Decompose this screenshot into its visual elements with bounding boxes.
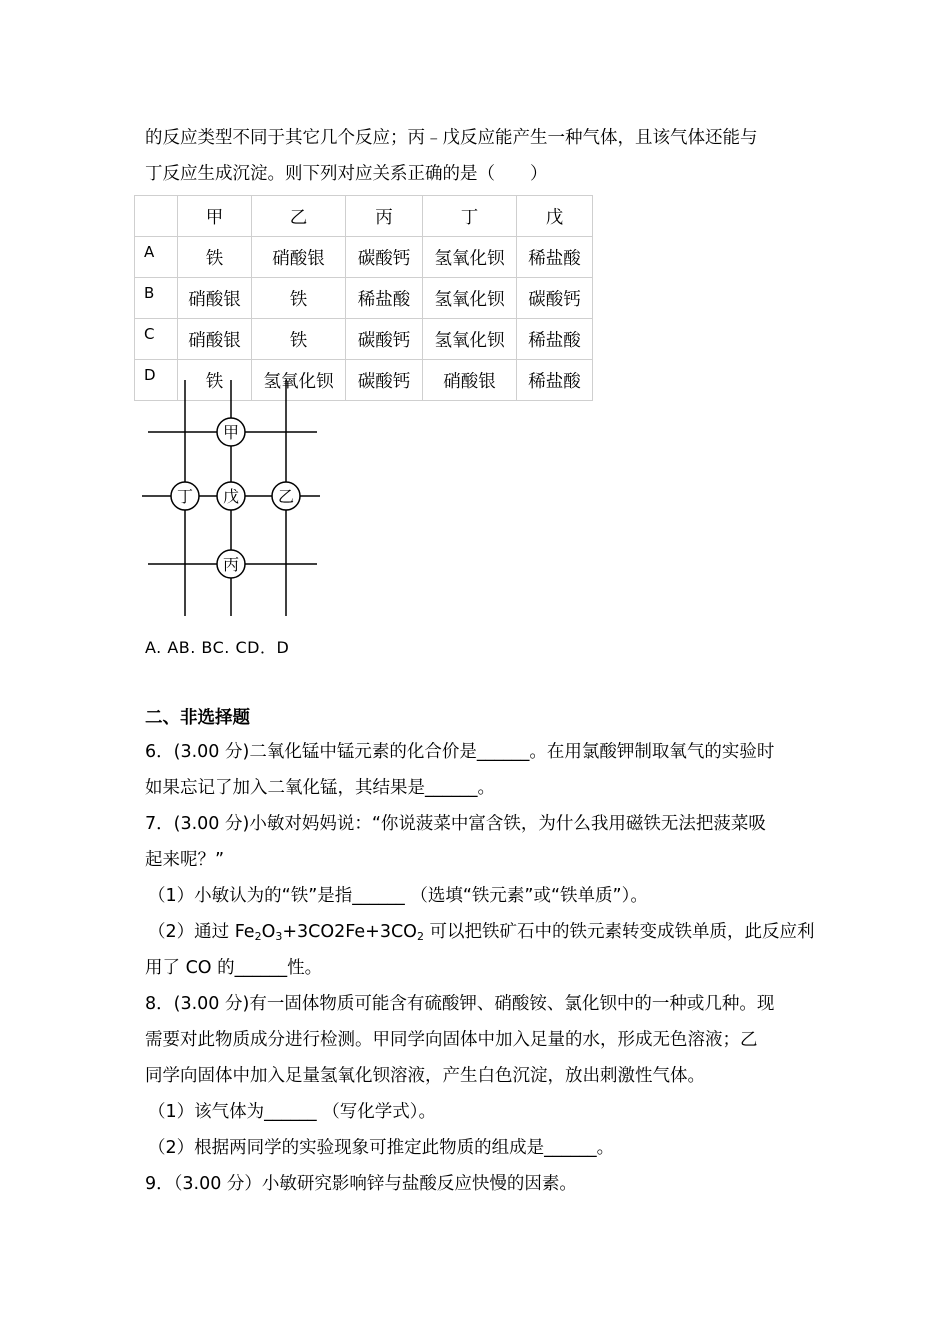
q7-sub-1: （1）小敏认为的“铁”是指______ （选填“铁元素”或“铁单质”）。	[148, 886, 648, 906]
table-header-cell: 甲	[178, 196, 252, 237]
q8-line-3: 同学向固体中加入足量氢氧化钡溶液，产生白色沉淀，放出刺激性气体。	[145, 1066, 705, 1086]
table-cell: 稀盐酸	[346, 278, 423, 319]
table-row	[135, 237, 593, 278]
options-table	[134, 195, 593, 401]
table-header-cell: 丁	[423, 196, 517, 237]
table-cell: 氢氧化钡	[423, 278, 517, 319]
q7-line-1: 7．(3.00 分)小敏对妈妈说：“你说菠菜中富含铁，为什么我用磁铁无法把菠菜吸	[145, 814, 766, 834]
table-cell: 氢氧化钡	[252, 360, 346, 401]
table-cell: 碳酸钙	[346, 237, 423, 278]
node-jia: 甲	[222, 423, 240, 442]
reaction-grid-diagram	[140, 378, 325, 618]
table-header-cell	[135, 196, 178, 237]
table-cell: 稀盐酸	[517, 360, 593, 401]
subscript: 2	[416, 930, 424, 943]
q7-sub2-o: O	[261, 922, 276, 942]
table-cell: 铁	[178, 237, 252, 278]
q8-sub-2: （2）根据两同学的实验现象可推定此物质的组成是______。	[148, 1138, 615, 1158]
table-row	[135, 319, 593, 360]
q7-line-2: 起来呢？”	[145, 850, 225, 870]
table-cell: 铁	[252, 278, 346, 319]
q6-line-1: 6．(3.00 分)二氧化锰中锰元素的化合价是______。在用氯酸钾制取氧气的实验时	[145, 742, 775, 762]
table-cell: 稀盐酸	[517, 319, 593, 360]
table-row	[135, 278, 593, 319]
section-heading: 二、非选择题	[145, 708, 250, 728]
table-cell: 硝酸银	[252, 237, 346, 278]
q7-sub2-suffix: 可以把铁矿石中的铁元素转变成铁单质，此反应利	[423, 922, 815, 942]
table-cell: 碳酸钙	[346, 360, 423, 401]
q8-sub-1: （1）该气体为______ （写化学式）。	[148, 1102, 436, 1122]
table-cell: 碳酸钙	[517, 278, 593, 319]
q6-line-2: 如果忘记了加入二氧化锰，其结果是______。	[145, 778, 495, 798]
node-wu: 戊	[222, 487, 240, 506]
table-cell: 氢氧化钡	[423, 237, 517, 278]
node-yi: 乙	[277, 487, 295, 506]
answer-choices: A. AB. BC. CD．D	[145, 638, 290, 657]
table-header-row	[135, 196, 593, 237]
table-cell: C	[135, 319, 178, 360]
subscript: 2	[254, 930, 262, 943]
table-header-cell: 戊	[517, 196, 593, 237]
q8-line-1: 8．(3.00 分)有一固体物质可能含有硫酸钾、硝酸铵、氯化钡中的一种或几种。现	[145, 994, 775, 1014]
table-cell: D	[135, 360, 178, 401]
q7-sub-2	[148, 920, 815, 949]
q7-sub2-prefix: （2）通过 Fe	[148, 922, 255, 942]
q7-sub-2-line-2: 用了 CO 的______性。	[145, 958, 323, 978]
q7-sub2-mid: +3CO2Fe+3CO	[282, 922, 417, 942]
intro-line-1: 的反应类型不同于其它几个反应；丙﹣戊反应能产生一种气体，且该气体还能与	[145, 128, 758, 148]
table-header-cell: 乙	[252, 196, 346, 237]
node-ding: 丁	[176, 487, 194, 506]
table-cell: 硝酸银	[178, 319, 252, 360]
table-cell: 铁	[252, 319, 346, 360]
q9-line-1: 9．（3.00 分）小敏研究影响锌与盐酸反应快慢的因素。	[145, 1174, 577, 1194]
table-cell: 硝酸银	[423, 360, 517, 401]
node-bing: 丙	[222, 555, 240, 574]
table-header-cell: 丙	[346, 196, 423, 237]
table-cell: 稀盐酸	[517, 237, 593, 278]
table-cell: A	[135, 237, 178, 278]
table-cell: 硝酸银	[178, 278, 252, 319]
table-cell: 铁	[178, 360, 252, 401]
intro-line-2: 丁反应生成沉淀。则下列对应关系正确的是（ ）	[145, 164, 548, 184]
table-cell: 碳酸钙	[346, 319, 423, 360]
subscript: 3	[275, 930, 283, 943]
q8-line-2: 需要对此物质成分进行检测。甲同学向固体中加入足量的水，形成无色溶液；乙	[145, 1030, 758, 1050]
table-cell: B	[135, 278, 178, 319]
table-cell: 氢氧化钡	[423, 319, 517, 360]
